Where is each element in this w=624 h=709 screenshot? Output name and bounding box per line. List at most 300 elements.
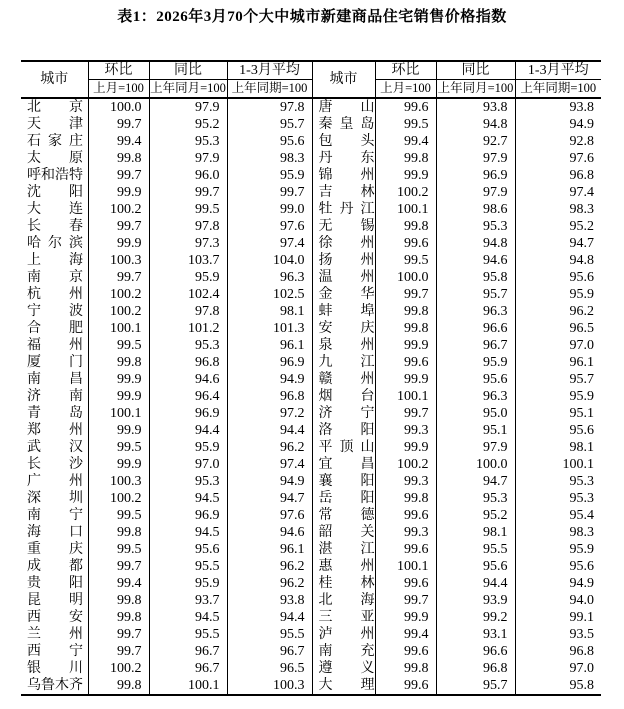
city-name: 包头 <box>318 134 375 149</box>
yoy-value-right: 98.1 <box>436 524 515 541</box>
city-name: 洛阳 <box>318 423 375 438</box>
city-name: 重庆 <box>27 542 83 557</box>
yoy-value-left: 100.1 <box>149 677 227 695</box>
table-row <box>21 98 601 116</box>
mom-value-right: 100.2 <box>375 456 436 473</box>
city-name: 九江 <box>318 355 375 370</box>
city-name: 南京 <box>27 270 83 285</box>
mom-value-left: 99.9 <box>88 235 149 252</box>
mom-value-right: 99.8 <box>375 150 436 167</box>
avg-value-left: 97.4 <box>227 456 312 473</box>
avg-value-right: 100.1 <box>515 456 601 473</box>
city-cell-right <box>312 456 375 473</box>
mom-value-left: 99.9 <box>88 422 149 439</box>
mom-value-left: 99.5 <box>88 439 149 456</box>
city-cell-left <box>21 303 88 320</box>
city-cell-left <box>21 252 88 269</box>
subheader-yoy-base-left: 上年同月=100 <box>149 80 227 99</box>
mom-value-left: 99.7 <box>88 116 149 133</box>
yoy-value-left: 95.9 <box>149 269 227 286</box>
mom-value-left: 100.2 <box>88 490 149 507</box>
city-cell-right <box>312 218 375 235</box>
avg-value-right: 95.2 <box>515 218 601 235</box>
avg-value-right: 96.2 <box>515 303 601 320</box>
city-cell-right <box>312 98 375 116</box>
city-name: 大理 <box>318 678 375 693</box>
city-cell-right <box>312 371 375 388</box>
avg-value-right: 95.6 <box>515 422 601 439</box>
table-row <box>21 490 601 507</box>
avg-value-left: 97.2 <box>227 405 312 422</box>
city-name: 秦皇岛 <box>318 117 375 132</box>
city-name: 海口 <box>27 525 83 540</box>
avg-value-left: 93.8 <box>227 592 312 609</box>
city-cell-right <box>312 133 375 150</box>
city-cell-left <box>21 371 88 388</box>
city-cell-right <box>312 235 375 252</box>
city-name: 武汉 <box>27 440 83 455</box>
mom-value-left: 99.8 <box>88 677 149 695</box>
mom-value-right: 99.7 <box>375 592 436 609</box>
city-name: 南昌 <box>27 372 83 387</box>
city-cell-left <box>21 558 88 575</box>
yoy-value-right: 95.1 <box>436 422 515 439</box>
city-cell-left <box>21 388 88 405</box>
yoy-value-left: 96.4 <box>149 388 227 405</box>
yoy-value-right: 95.0 <box>436 405 515 422</box>
city-cell-left <box>21 524 88 541</box>
mom-value-left: 99.7 <box>88 558 149 575</box>
yoy-value-left: 95.9 <box>149 575 227 592</box>
city-cell-right <box>312 609 375 626</box>
avg-value-right: 95.7 <box>515 371 601 388</box>
city-name: 徐州 <box>318 236 375 251</box>
city-name: 成都 <box>27 559 83 574</box>
yoy-value-left: 94.5 <box>149 490 227 507</box>
city-cell-left <box>21 116 88 133</box>
city-name: 北京 <box>27 100 83 115</box>
header-city-left: 城市 <box>21 61 88 98</box>
city-name: 长沙 <box>27 457 83 472</box>
yoy-value-right: 95.7 <box>436 286 515 303</box>
mom-value-right: 99.8 <box>375 490 436 507</box>
table-row <box>21 456 601 473</box>
table-row <box>21 439 601 456</box>
mom-value-right: 100.0 <box>375 269 436 286</box>
avg-value-right: 95.6 <box>515 269 601 286</box>
subheader-avg-base-right: 上年同期=100 <box>515 80 601 99</box>
avg-value-left: 96.5 <box>227 660 312 677</box>
yoy-value-right: 95.8 <box>436 269 515 286</box>
city-cell-right <box>312 660 375 677</box>
table-row <box>21 371 601 388</box>
mom-value-right: 99.6 <box>375 541 436 558</box>
yoy-value-right: 95.6 <box>436 558 515 575</box>
avg-value-left: 96.2 <box>227 558 312 575</box>
city-name: 合肥 <box>27 321 83 336</box>
city-name: 银川 <box>27 661 83 676</box>
city-name: 厦门 <box>27 355 83 370</box>
avg-value-right: 95.3 <box>515 473 601 490</box>
mom-value-left: 99.7 <box>88 626 149 643</box>
city-name: 南充 <box>318 644 375 659</box>
city-cell-left <box>21 456 88 473</box>
table-row <box>21 235 601 252</box>
yoy-value-right: 95.9 <box>436 354 515 371</box>
table-row <box>21 609 601 626</box>
table-row <box>21 354 601 371</box>
table-row <box>21 524 601 541</box>
city-name: 北海 <box>318 593 375 608</box>
avg-value-left: 96.1 <box>227 541 312 558</box>
city-cell-right <box>312 388 375 405</box>
city-cell-left <box>21 490 88 507</box>
city-name: 长春 <box>27 219 83 234</box>
city-name: 大连 <box>27 202 83 217</box>
yoy-value-right: 96.3 <box>436 388 515 405</box>
mom-value-left: 99.9 <box>88 184 149 201</box>
city-name: 唐山 <box>318 100 375 115</box>
table-row <box>21 252 601 269</box>
avg-value-right: 95.3 <box>515 490 601 507</box>
avg-value-left: 97.8 <box>227 98 312 116</box>
city-cell-left <box>21 592 88 609</box>
avg-value-right: 95.9 <box>515 541 601 558</box>
yoy-value-right: 95.3 <box>436 218 515 235</box>
mom-value-right: 99.5 <box>375 252 436 269</box>
mom-value-right: 99.6 <box>375 98 436 116</box>
city-cell-right <box>312 490 375 507</box>
city-name: 岳阳 <box>318 491 375 506</box>
yoy-value-right: 92.7 <box>436 133 515 150</box>
mom-value-right: 99.6 <box>375 643 436 660</box>
mom-value-right: 99.8 <box>375 218 436 235</box>
mom-value-right: 100.1 <box>375 388 436 405</box>
mom-value-right: 99.6 <box>375 354 436 371</box>
city-cell-left <box>21 439 88 456</box>
avg-value-left: 95.5 <box>227 626 312 643</box>
table-row <box>21 286 601 303</box>
subheader-mom-base-left: 上月=100 <box>88 80 149 99</box>
yoy-value-left: 96.0 <box>149 167 227 184</box>
avg-value-left: 95.6 <box>227 133 312 150</box>
header-mom-right: 环比 <box>375 61 436 80</box>
avg-value-right: 92.8 <box>515 133 601 150</box>
city-cell-right <box>312 439 375 456</box>
city-name: 惠州 <box>318 559 375 574</box>
mom-value-left: 100.1 <box>88 320 149 337</box>
price-index-table <box>21 60 601 696</box>
header-yoy-right: 同比 <box>436 61 515 80</box>
table-row <box>21 218 601 235</box>
table-row <box>21 558 601 575</box>
table-row <box>21 677 601 695</box>
table-row <box>21 150 601 167</box>
yoy-value-right: 95.6 <box>436 371 515 388</box>
header-avg-right: 1-3月平均 <box>515 61 601 80</box>
city-cell-right <box>312 184 375 201</box>
city-cell-right <box>312 643 375 660</box>
mom-value-right: 99.8 <box>375 320 436 337</box>
city-name: 兰州 <box>27 627 83 642</box>
mom-value-right: 99.4 <box>375 626 436 643</box>
city-cell-left <box>21 541 88 558</box>
city-cell-right <box>312 286 375 303</box>
yoy-value-left: 95.3 <box>149 473 227 490</box>
mom-value-right: 99.9 <box>375 371 436 388</box>
avg-value-left: 97.6 <box>227 218 312 235</box>
city-name: 锦州 <box>318 168 375 183</box>
city-cell-right <box>312 473 375 490</box>
table-row <box>21 473 601 490</box>
city-cell-left <box>21 422 88 439</box>
city-name: 宁波 <box>27 304 83 319</box>
yoy-value-left: 96.9 <box>149 405 227 422</box>
city-cell-left <box>21 643 88 660</box>
avg-value-left: 94.6 <box>227 524 312 541</box>
yoy-value-left: 101.2 <box>149 320 227 337</box>
avg-value-right: 97.4 <box>515 184 601 201</box>
yoy-value-left: 103.7 <box>149 252 227 269</box>
table-row <box>21 405 601 422</box>
city-name: 太原 <box>27 151 83 166</box>
yoy-value-left: 95.5 <box>149 626 227 643</box>
mom-value-left: 100.0 <box>88 98 149 116</box>
mom-value-right: 99.4 <box>375 133 436 150</box>
city-cell-left <box>21 133 88 150</box>
city-cell-right <box>312 592 375 609</box>
mom-value-right: 99.6 <box>375 677 436 695</box>
yoy-value-left: 102.4 <box>149 286 227 303</box>
table-title: 表1：2026年3月70个大中城市新建商品住宅销售价格指数 <box>117 9 507 25</box>
yoy-value-left: 96.8 <box>149 354 227 371</box>
avg-value-left: 94.9 <box>227 371 312 388</box>
avg-value-left: 96.9 <box>227 354 312 371</box>
city-name: 三亚 <box>318 610 375 625</box>
mom-value-left: 99.5 <box>88 507 149 524</box>
mom-value-left: 100.2 <box>88 303 149 320</box>
avg-value-right: 98.3 <box>515 201 601 218</box>
table-row <box>21 575 601 592</box>
avg-value-right: 93.8 <box>515 98 601 116</box>
city-name: 宜昌 <box>318 457 375 472</box>
city-name: 温州 <box>318 270 375 285</box>
mom-value-left: 100.3 <box>88 252 149 269</box>
avg-value-left: 95.9 <box>227 167 312 184</box>
city-cell-left <box>21 286 88 303</box>
city-name: 烟台 <box>318 389 375 404</box>
yoy-value-right: 95.5 <box>436 541 515 558</box>
avg-value-left: 96.1 <box>227 337 312 354</box>
city-cell-left <box>21 575 88 592</box>
city-cell-left <box>21 609 88 626</box>
table-row <box>21 660 601 677</box>
city-name: 常德 <box>318 508 375 523</box>
table-row <box>21 643 601 660</box>
city-cell-right <box>312 201 375 218</box>
yoy-value-right: 94.6 <box>436 252 515 269</box>
city-name: 天津 <box>27 117 83 132</box>
yoy-value-right: 94.7 <box>436 473 515 490</box>
city-name: 贵阳 <box>27 576 83 591</box>
yoy-value-right: 99.2 <box>436 609 515 626</box>
city-name: 青岛 <box>27 406 83 421</box>
mom-value-left: 99.7 <box>88 218 149 235</box>
city-name: 安庆 <box>318 321 375 336</box>
avg-value-right: 97.0 <box>515 660 601 677</box>
avg-value-right: 95.9 <box>515 388 601 405</box>
table-row <box>21 269 601 286</box>
city-cell-left <box>21 626 88 643</box>
header-yoy-left: 同比 <box>149 61 227 80</box>
table-row <box>21 626 601 643</box>
table-row <box>21 320 601 337</box>
city-cell-right <box>312 405 375 422</box>
city-name: 蚌埠 <box>318 304 375 319</box>
city-cell-left <box>21 405 88 422</box>
avg-value-left: 97.4 <box>227 235 312 252</box>
mom-value-left: 99.8 <box>88 524 149 541</box>
city-name: 桂林 <box>318 576 375 591</box>
yoy-value-left: 96.9 <box>149 507 227 524</box>
city-name: 无锡 <box>318 219 375 234</box>
avg-value-right: 94.7 <box>515 235 601 252</box>
yoy-value-left: 96.7 <box>149 643 227 660</box>
city-name: 泉州 <box>318 338 375 353</box>
city-name: 呼和浩特 <box>27 168 83 183</box>
yoy-value-right: 93.1 <box>436 626 515 643</box>
avg-value-right: 98.1 <box>515 439 601 456</box>
city-cell-left <box>21 269 88 286</box>
avg-value-left: 94.4 <box>227 609 312 626</box>
city-cell-left <box>21 201 88 218</box>
mom-value-left: 99.9 <box>88 456 149 473</box>
table-row <box>21 116 601 133</box>
yoy-value-right: 95.7 <box>436 677 515 695</box>
header-mom-left: 环比 <box>88 61 149 80</box>
city-name: 扬州 <box>318 253 375 268</box>
city-cell-right <box>312 337 375 354</box>
subheader-yoy-base-right: 上年同月=100 <box>436 80 515 99</box>
yoy-value-left: 95.2 <box>149 116 227 133</box>
mom-value-right: 99.9 <box>375 609 436 626</box>
mom-value-left: 99.7 <box>88 269 149 286</box>
yoy-value-left: 97.3 <box>149 235 227 252</box>
city-cell-right <box>312 269 375 286</box>
table-row <box>21 388 601 405</box>
city-name: 深圳 <box>27 491 83 506</box>
table-header <box>21 61 601 98</box>
city-name: 赣州 <box>318 372 375 387</box>
city-name: 襄阳 <box>318 474 375 489</box>
yoy-value-left: 95.3 <box>149 133 227 150</box>
avg-value-left: 97.6 <box>227 507 312 524</box>
mom-value-right: 100.1 <box>375 558 436 575</box>
mom-value-right: 99.9 <box>375 439 436 456</box>
yoy-value-left: 95.9 <box>149 439 227 456</box>
yoy-value-left: 94.6 <box>149 371 227 388</box>
city-name: 平顶山 <box>318 440 375 455</box>
avg-value-right: 95.9 <box>515 286 601 303</box>
mom-value-left: 99.8 <box>88 592 149 609</box>
mom-value-left: 99.7 <box>88 167 149 184</box>
table-row <box>21 592 601 609</box>
avg-value-right: 97.6 <box>515 150 601 167</box>
yoy-value-left: 94.4 <box>149 422 227 439</box>
yoy-value-right: 96.6 <box>436 320 515 337</box>
yoy-value-right: 96.3 <box>436 303 515 320</box>
city-name: 昆明 <box>27 593 83 608</box>
avg-value-right: 94.0 <box>515 592 601 609</box>
avg-value-right: 96.5 <box>515 320 601 337</box>
city-cell-right <box>312 116 375 133</box>
yoy-value-right: 95.2 <box>436 507 515 524</box>
mom-value-right: 99.6 <box>375 507 436 524</box>
yoy-value-right: 94.4 <box>436 575 515 592</box>
city-cell-left <box>21 184 88 201</box>
avg-value-right: 97.0 <box>515 337 601 354</box>
yoy-value-right: 98.6 <box>436 201 515 218</box>
city-name: 湛江 <box>318 542 375 557</box>
city-cell-right <box>312 677 375 695</box>
avg-value-right: 94.9 <box>515 575 601 592</box>
yoy-value-right: 96.6 <box>436 643 515 660</box>
mom-value-right: 99.3 <box>375 524 436 541</box>
avg-value-right: 95.1 <box>515 405 601 422</box>
avg-value-left: 95.7 <box>227 116 312 133</box>
avg-value-left: 96.2 <box>227 439 312 456</box>
yoy-value-left: 97.8 <box>149 218 227 235</box>
avg-value-right: 99.1 <box>515 609 601 626</box>
city-name: 韶关 <box>318 525 375 540</box>
avg-value-right: 93.5 <box>515 626 601 643</box>
mom-value-left: 99.9 <box>88 371 149 388</box>
yoy-value-left: 95.6 <box>149 541 227 558</box>
table-body <box>21 98 601 695</box>
avg-value-right: 95.8 <box>515 677 601 695</box>
yoy-value-left: 97.0 <box>149 456 227 473</box>
mom-value-right: 99.6 <box>375 575 436 592</box>
mom-value-right: 100.2 <box>375 184 436 201</box>
city-cell-right <box>312 541 375 558</box>
city-cell-right <box>312 354 375 371</box>
yoy-value-left: 94.5 <box>149 524 227 541</box>
avg-value-left: 99.7 <box>227 184 312 201</box>
city-cell-right <box>312 320 375 337</box>
table-row <box>21 337 601 354</box>
table-row <box>21 201 601 218</box>
mom-value-left: 99.5 <box>88 541 149 558</box>
yoy-value-right: 97.9 <box>436 150 515 167</box>
mom-value-left: 99.8 <box>88 609 149 626</box>
table-row <box>21 422 601 439</box>
city-name: 广州 <box>27 474 83 489</box>
city-cell-left <box>21 167 88 184</box>
city-cell-right <box>312 507 375 524</box>
mom-value-right: 99.9 <box>375 337 436 354</box>
yoy-value-right: 97.9 <box>436 439 515 456</box>
avg-value-left: 100.3 <box>227 677 312 695</box>
yoy-value-right: 95.3 <box>436 490 515 507</box>
city-cell-right <box>312 303 375 320</box>
city-name: 乌鲁木齐 <box>27 678 83 693</box>
table-row <box>21 541 601 558</box>
city-cell-left <box>21 677 88 695</box>
yoy-value-left: 97.9 <box>149 150 227 167</box>
city-name: 丹东 <box>318 151 375 166</box>
yoy-value-left: 96.7 <box>149 660 227 677</box>
mom-value-left: 99.5 <box>88 337 149 354</box>
